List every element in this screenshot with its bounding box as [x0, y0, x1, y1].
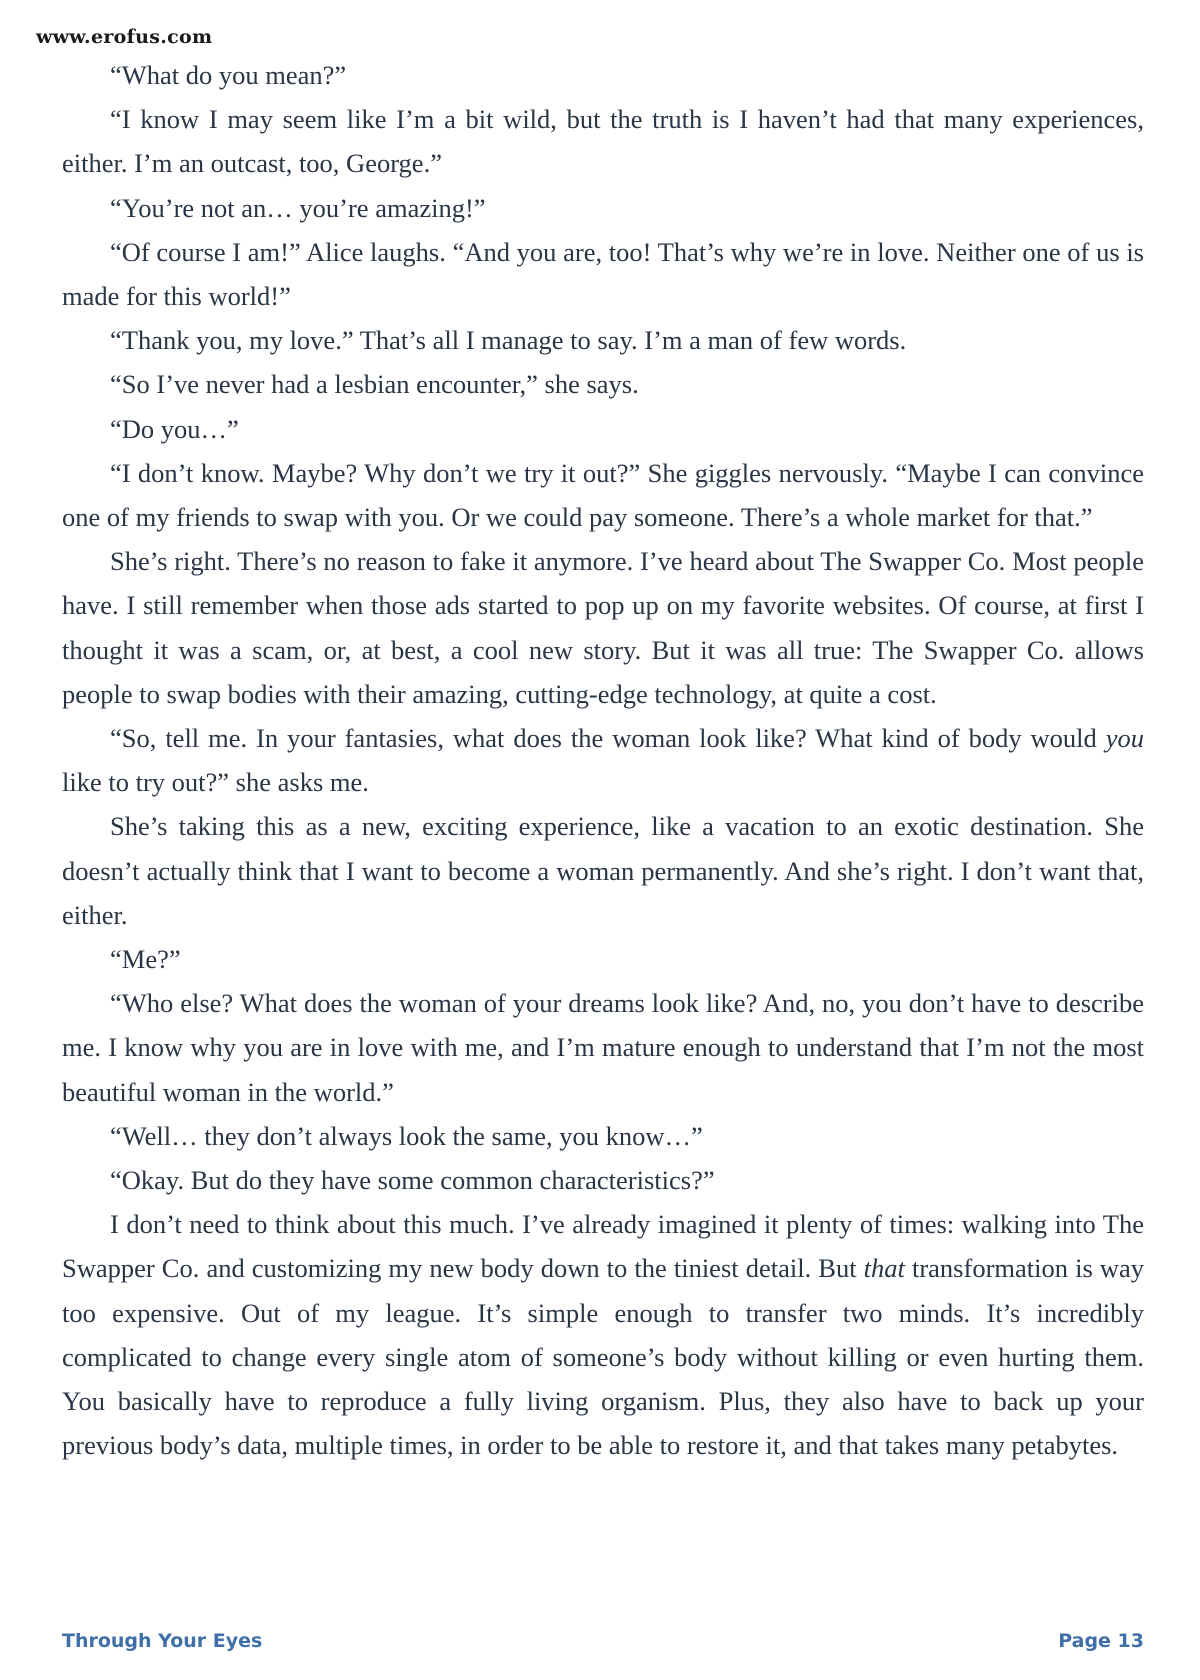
paragraph: “I don’t know. Maybe? Why don’t we try it out?” She giggles nervously. “Maybe I can convince one of my friends to swap with you. Or we could pay someone. There’s a whole market for that.” — [62, 457, 1144, 533]
paragraph: “So I’ve never had a lesbian encounter,” she says. — [110, 369, 639, 400]
paragraph: “I know I may seem like I’m a bit wild, but the truth is I haven’t had that many experiences, either. I’m an outcast, too, George.” — [62, 104, 1144, 179]
page-body — [62, 53, 1144, 1468]
paragraph: “Well… they don’t always look the same, you know…” — [110, 1120, 703, 1151]
paragraph: “Okay. But do they have some common characteristics?” — [110, 1165, 715, 1196]
paragraph: “What do you mean?” — [110, 60, 347, 90]
watermark: www.erofus.com — [36, 26, 213, 48]
paragraph-text: I don’t need to think about this much. I’ve already imagined it plenty of times: walking into The Swapper Co. and customizing my new body down to the tiniest detail. But — [62, 1209, 1144, 1284]
paragraph: “Of course I am!” Alice laughs. “And you are, too! That’s why we’re in love. Neither one of us is made for this world!” — [62, 236, 1144, 312]
paragraph-text: transformation is way too expensive. Out of my league. It’s simple enough to transfer two minds. It’s incredibly complicated to change every single atom of someone’s body without killing or even hurting them. You basically have to reproduce a fully living organism. Plus, they also have to back up your previous body’s data, multiple times, in order to be able to restore it, and that takes many petabytes. — [62, 1253, 1144, 1461]
paragraph-text: “So, tell me. In your fantasies, what does the woman look like? What kind of body would — [110, 723, 1106, 754]
paragraph: “Me?” — [110, 944, 181, 975]
book-title: Through Your Eyes — [62, 1630, 263, 1652]
page-footer — [62, 1630, 1144, 1660]
paragraph — [62, 716, 1144, 804]
emphasis: that — [863, 1253, 905, 1284]
paragraph: She’s taking this as a new, exciting experience, like a vacation to an exotic destination. She doesn’t actually think that I want to become a woman permanently. And she’s right. I don’t want that, either. — [62, 811, 1144, 930]
emphasis: you — [1105, 723, 1144, 754]
paragraph: She’s right. There’s no reason to fake it anymore. I’ve heard about The Swapper Co. Most people have. I still remember when those ads started to pop up on my favorite websites. Of course, at first I thought it was a scam, or, at best, a cool new story. But it was all true: The Swapper Co. allows people to swap bodies with their amazing, cutting-edge technology, at quite a cost. — [62, 546, 1144, 709]
paragraph: “Who else? What does the woman of your dreams look like? And, no, you don’t have to describe me. I know why you are in love with me, and I’m mature enough to understand that I’m not the most beautiful woman in the world.” — [62, 988, 1144, 1107]
paragraph: “You’re not an… you’re amazing!” — [110, 192, 486, 223]
page-number: Page 13 — [1058, 1630, 1144, 1652]
paragraph — [62, 1202, 1144, 1467]
paragraph: “Do you…” — [110, 413, 239, 444]
paragraph: “Thank you, my love.” That’s all I manage to say. I’m a man of few words. — [110, 325, 907, 356]
paragraph-text: like to try out?” she asks me. — [62, 767, 369, 798]
